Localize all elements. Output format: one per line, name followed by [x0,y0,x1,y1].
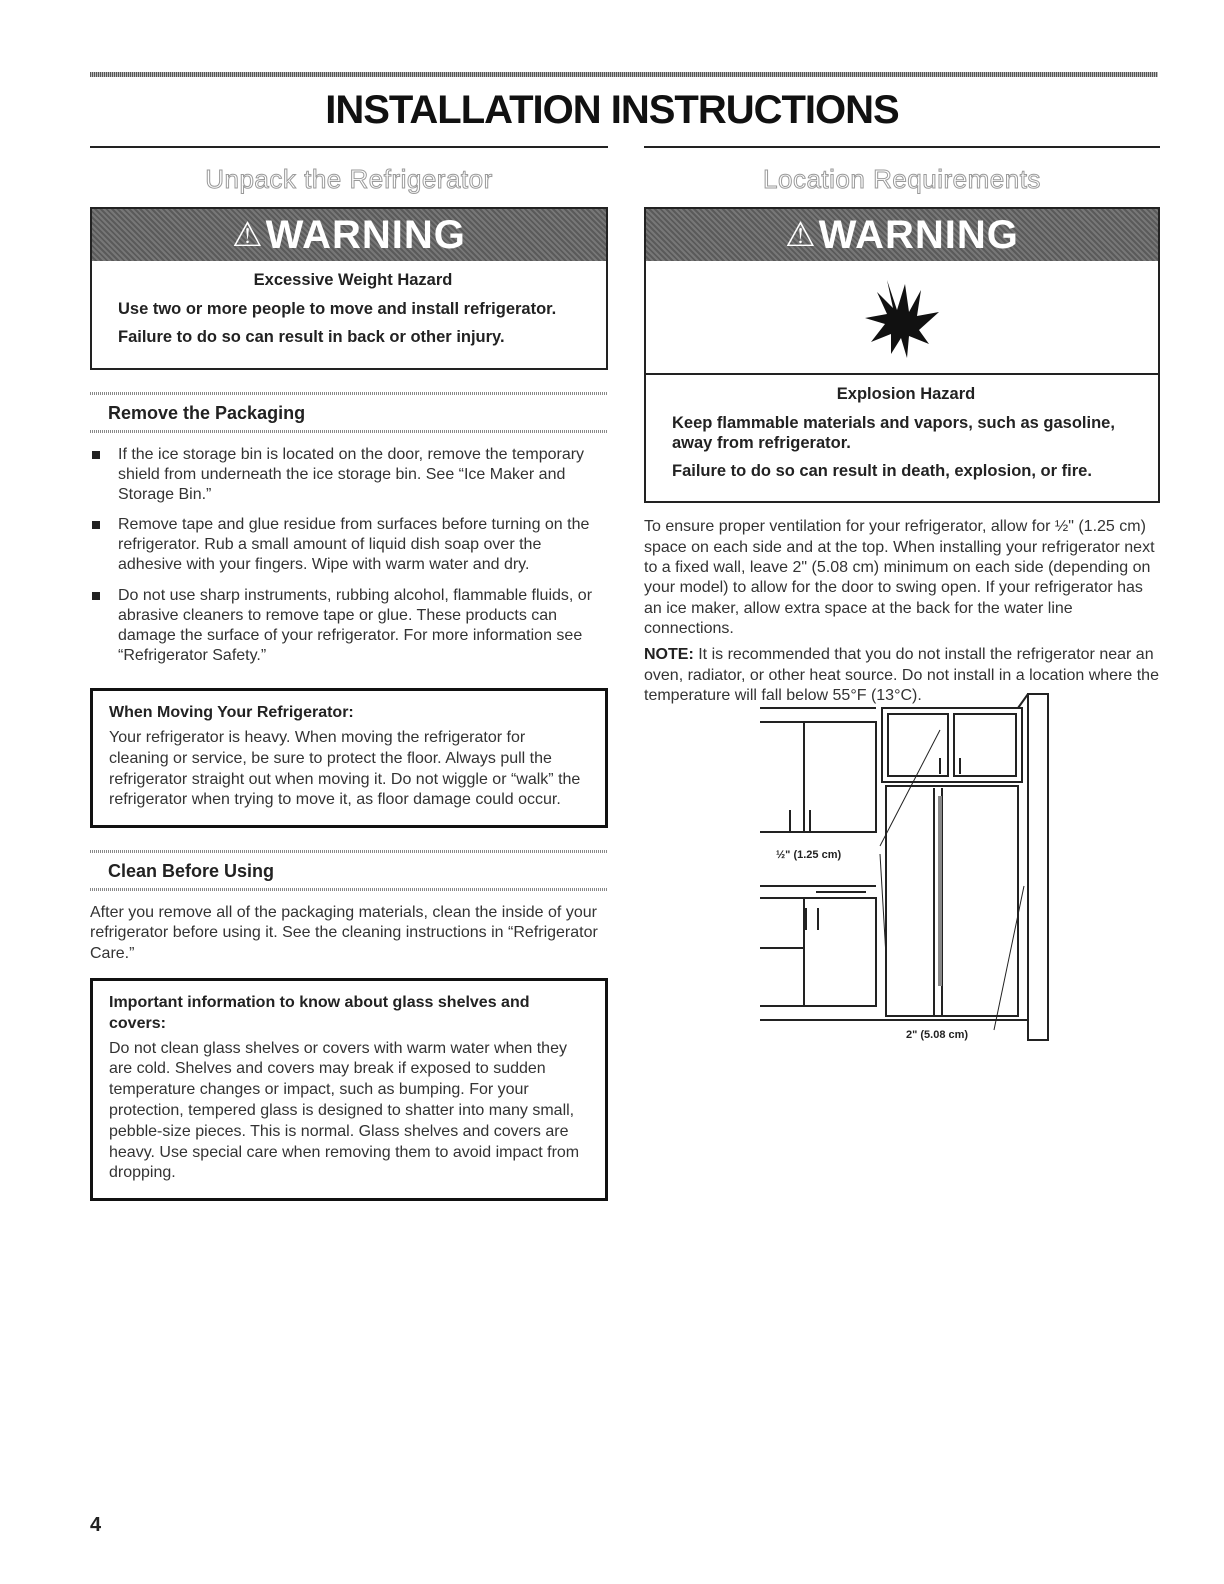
explosion-warning-box [644,207,1160,503]
section-rule [644,146,1160,148]
list-item: Do not use sharp instruments, rubbing alcohol, flammable fluids, or abrasive cleaners to remove tape or glue. These products can damage the surface of your refrigerator. For more information see “Refrigerator Safety.” [90,586,608,667]
list-item: If the ice storage bin is located on the door, remove the temporary shield from underneath the ice storage bin. See “Ice Maker and Storage Bin.” [90,445,608,505]
section-rule [90,146,608,148]
warning-line-1: Use two or more people to move and install refrigerator. [118,300,557,318]
dotted-rule [90,430,608,433]
explosion-icon [857,272,947,362]
clean-before-text: After you remove all of the packaging materials, clean the inside of your refrigerator before using it. See the cleaning instructions in “Refrigerator Care.” [90,904,598,962]
warning-line-1: Keep flammable materials and vapors, such as gasoline, away from refrigerator. [672,414,1115,452]
warning-header [646,209,1158,261]
note-label: NOTE: [644,646,694,664]
warning-line-2: Failure to do so can result in death, explosion, or fire. [672,461,1092,480]
warning-body [92,261,606,368]
packaging-bullet-list [90,445,608,667]
page-number: 4 [90,1514,102,1536]
section-title-location: Location Requirements [763,164,1041,194]
ventilation-text: To ensure proper ventilation for your refrigerator, allow for ½" (1.25 cm) space on each side and at the top. When installing your refrigerator next to a fixed wall, leave 2" (5.08 cm) minimum on each side (depending on your model) to allow for the door to swing open. If your refrigerator has an ice maker, allow extra space at the back for the water line connections. [644,518,1155,637]
hazard-title: Explosion Hazard [836,385,976,403]
explosion-icon-area [646,261,1158,375]
left-column [90,146,608,1201]
warning-label: WARNING [265,212,466,257]
list-item: Remove tape and glue residue from surfaces before turning on the refrigerator. Rub a small amount of liquid dish soap over the adhesive with your fingers. Wipe with warm water and dry. [90,515,608,575]
warning-header [92,209,606,261]
top-rule [90,72,1158,77]
right-column [644,146,1160,1041]
box-title: Important information to know about glass shelves and covers: [109,994,530,1032]
weight-warning-box [90,207,608,370]
warning-line-2: Failure to do so can result in back or other injury. [118,327,505,346]
diagram-label-top: ½" (1.25 cm) [776,849,842,861]
box-text: Do not clean glass shelves or covers with warm water when they are cold. Shelves and covers may break if exposed to sudden temperature changes or impact, such as bumping. For your protection, tempered glass is designed to shatter into many small, pebble-size pieces. This is normal. Glass shelves and covers are heavy. Use special care when removing them to avoid impact from dropping. [109,1039,580,1182]
section-title-unpack: Unpack the Refrigerator [205,164,493,194]
diagram-label-bottom: 2" (5.08 cm) [906,1029,969,1041]
subheading-clean-before-using: Clean Before Using [108,861,275,882]
box-text: Your refrigerator is heavy. When moving the refrigerator for cleaning or service, be sure to protect the floor. Always pull the refrigerator straight out when moving it. Do not wiggle or “walk” the refrigerator when trying to move it, as floor damage could occur. [109,728,581,809]
subheading-remove-packaging: Remove the Packaging [108,402,306,423]
warning-label: WARNING [818,212,1019,257]
warning-triangle-icon: ⚠ [232,216,264,254]
clearance-diagram [756,686,1056,1046]
note-text: It is recommended that you do not install the refrigerator near an oven, radiator, or other heat source. Do not install in a location where the temperature will fall below 55°F (13°C). [644,646,1159,704]
warning-body [646,375,1158,501]
warning-triangle-icon: ⚠ [785,216,817,254]
page-title: INSTALLATION INSTRUCTIONS [325,88,899,132]
hazard-title: Excessive Weight Hazard [253,271,453,289]
moving-info-box [90,688,608,828]
box-title: When Moving Your Refrigerator: [109,704,354,722]
dotted-rule [90,888,608,891]
glass-info-box [90,978,608,1201]
